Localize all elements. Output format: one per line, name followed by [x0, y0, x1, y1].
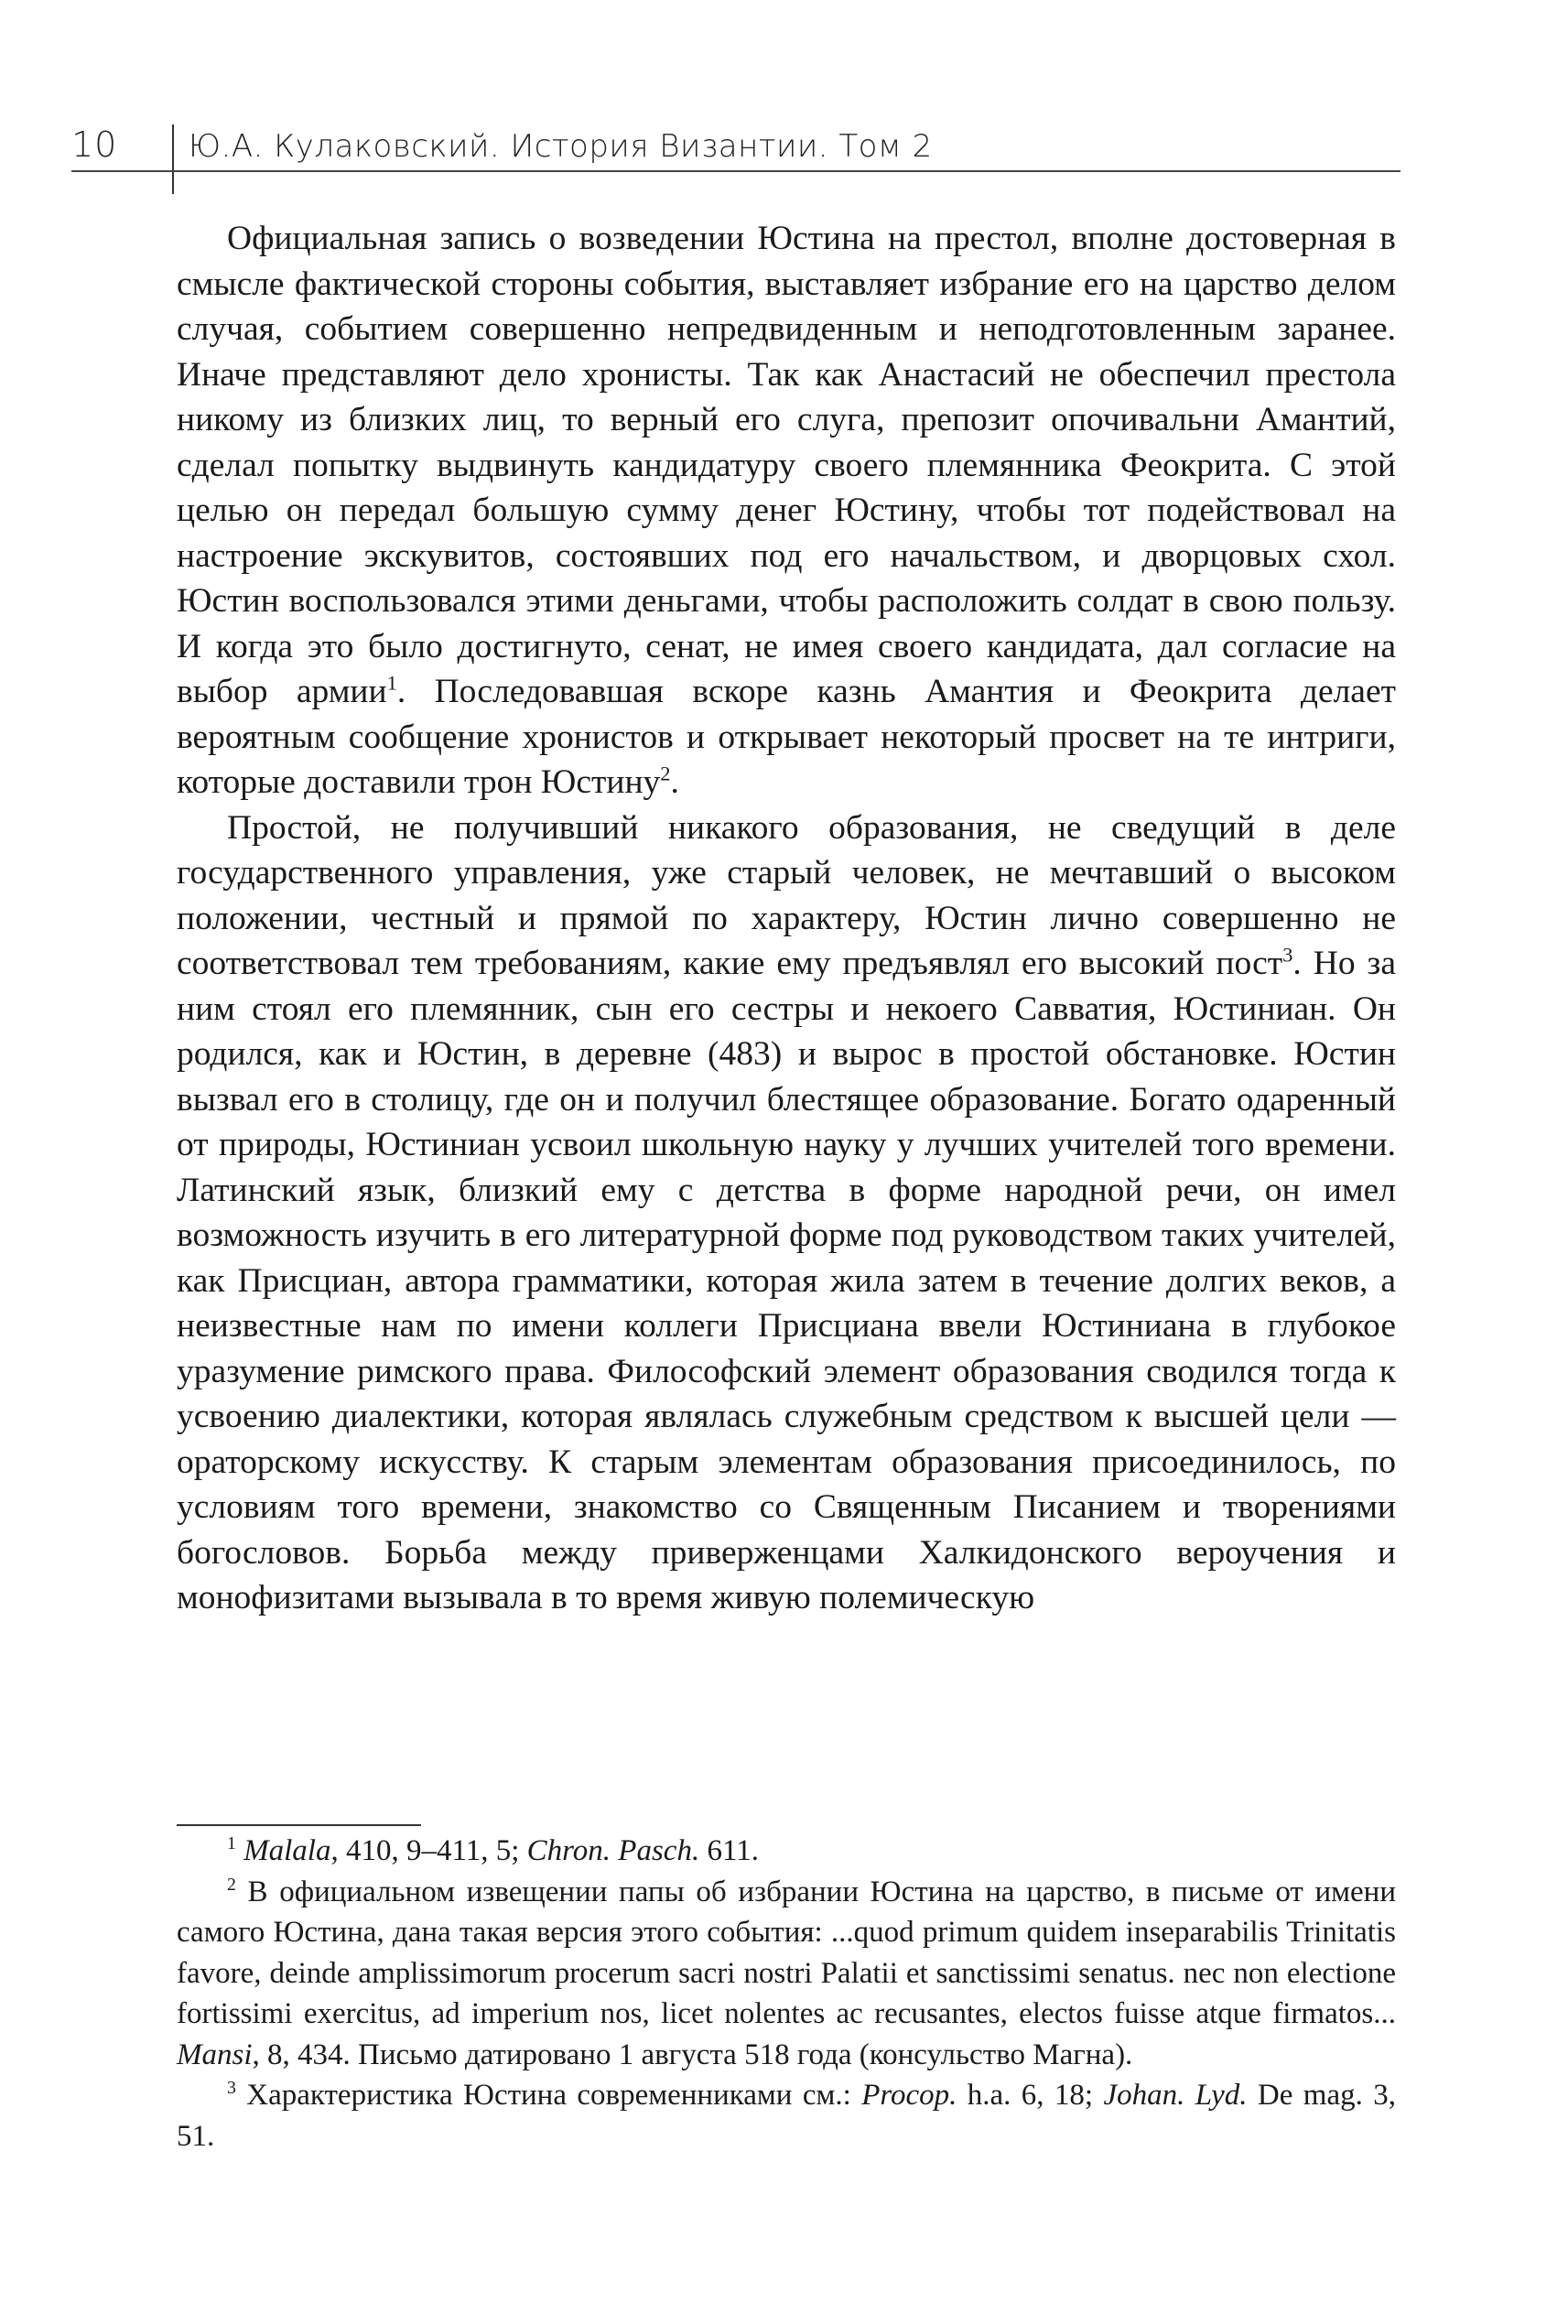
text-segment: h.a. 6, 18; [957, 2079, 1104, 2112]
running-title: Ю.А. Кулаковский. История Византии. Том 2 [189, 128, 933, 165]
text-segment: Характеристика Юстина современниками см.: [235, 2079, 862, 2112]
source-title: Procop. [861, 2079, 957, 2112]
footnote-ref: 3 [1282, 943, 1293, 967]
text-segment: Простой, не получивший никакого образования, не сведущий в деле государственного управления, уже старый человек, не мечтавший о высоком положении, честный и прямой по характеру, Юстин лично совершенно не соответствовал тем требованиям, какие ему предъявлял его высокий пост [177, 808, 1396, 982]
text-segment: , 8, 434. Письмо датировано 1 августа 518 года (консульство Магна). [252, 2038, 1133, 2071]
footnote-ref: 2 [660, 762, 671, 785]
footnote-number: 3 [227, 2078, 236, 2099]
text-segment: В официальном извещении папы об избрании Юстина на царство, в письме от имени самого Юстина, дана такая версия этого события: ...quod primum quidem inseparabilis Trinitatis favore, deinde amplissimorum procerum sacri nostri Palatii et sanctissimi senatus. nec non electione fortissimi exercitus, ad imperium nos, licet nolentes ac recusantes, electos fuisse atque firmatos... [177, 1875, 1396, 2030]
text-segment: , 410, 9–411, 5; [330, 1834, 527, 1867]
text-segment: . Последовавшая вскоре казнь Амантия и Феокрита делает вероятным сообщение хронистов и открывает некоторый просвет на те интриги, которые доставили трон Юстину [177, 673, 1396, 801]
text-segment: . Но за ним стоял его племянник, сын его сестры и некоего Савватия, Юстиниан. Он родился, как и Юстин, в деревне (483) и вырос в простой обстановке. Юстин вызвал его в столицу, где он и получил блестящее образование. Богато одаренный от природы, Юстиниан усвоил школьную науку у лучших учителей того времени. Латинский язык, близкий ему с детства в форме народной речи, он имел возможность изучить в его литературной форме под руководством таких учителей, как Присциан, автора грамматики, которая жила затем в течение долгих веков, а неизвестные нам по имени коллеги Присциана ввели Юстиниана в глубокое уразумение римского права. Философский элемент образования сводился тогда к усвоению диалектики, которая являлась служебным средством к высшей цели — ораторскому искусству. К старым элементам образования присоединилось, по условиям того времени, знакомство со Священным Писанием и творениями богословов. Борьба между приверженцами Халкидонского вероучения и монофизитами вызывала в то время живую полемическую [177, 945, 1396, 1616]
text-segment: Официальная запись о возведении Юстина на престол, вполне достоверная в смысле фактической стороны события, выставляет избрание его на царство делом случая, событием совершенно непредвиденным и неподготовленным заранее. Иначе представляют дело хронисты. Так как Анастасий не обеспечил престола никому из близких лиц, то верный его слуга, препозит опочивальни Амантий, сделал попытку выдвинуть кандидатуру своего племянника Феокрита. С этой целью он передал большую сумму денег Юстину, чтобы тот подействовал на настроение экскувитов, состоявших под его начальством, и дворцовых схол. Юстин воспользовался этими деньгами, чтобы расположить солдат в свою пользу. И когда это было достигнуто, сенат, не имея своего кандидата, дал согласие на выбор армии [177, 220, 1396, 710]
paragraph [177, 805, 1396, 1621]
header-divider [172, 124, 174, 194]
running-head [71, 124, 1400, 179]
paragraph [177, 216, 1396, 805]
source-title: Mansi [177, 2038, 253, 2071]
footnote [177, 1831, 1396, 1872]
footnote [177, 2075, 1396, 2156]
main-text [177, 216, 1396, 1621]
source-title: Johan. Lyd. [1103, 2079, 1248, 2112]
text-segment: . [670, 763, 679, 801]
text-segment [236, 1834, 243, 1867]
footnotes [177, 1831, 1396, 2156]
header-rule [71, 170, 1400, 172]
footnote [177, 1872, 1396, 2076]
text-segment: De mag. 3, 51. [177, 2079, 1396, 2153]
footnote-ref: 1 [386, 671, 397, 695]
source-title: Malala [243, 1834, 331, 1867]
footnote-number: 2 [227, 1874, 236, 1895]
footnote-number: 1 [227, 1833, 236, 1854]
page-number: 10 [71, 124, 118, 165]
footnote-separator [177, 1824, 421, 1826]
text-segment: 611. [699, 1834, 759, 1867]
source-title: Chron. Pasch. [526, 1834, 700, 1867]
